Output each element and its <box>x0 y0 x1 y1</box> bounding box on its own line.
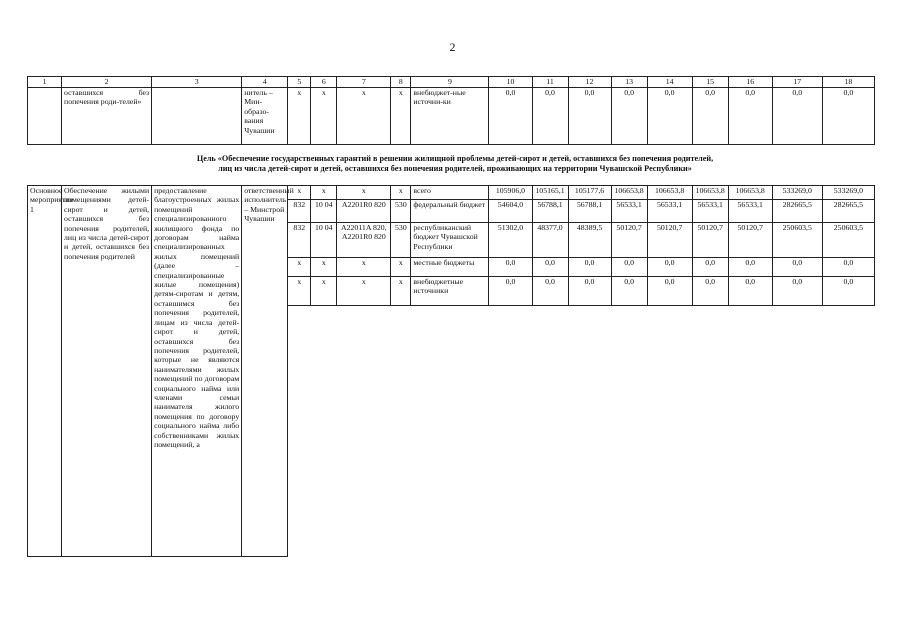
column-number: 2 <box>62 77 152 88</box>
cell-value: 533269,0 <box>822 186 874 200</box>
cell-value: 282665,5 <box>822 200 874 223</box>
cell-csr: x <box>337 277 391 306</box>
cell-value: 0,0 <box>772 88 822 145</box>
cell-source: федеральный бюджет <box>411 200 489 223</box>
column-number: 5 <box>288 77 311 88</box>
column-number: 11 <box>532 77 568 88</box>
cell-value: 0,0 <box>692 277 728 306</box>
goal-line-2: лиц из числа детей-сирот и детей, оставшихся без попечения родителей, проживающих на территории Чувашской Республики» <box>218 164 692 173</box>
cell-rzpr: x <box>311 88 337 145</box>
cell-value: 0,0 <box>489 258 532 277</box>
cell-source: внебюджетные источники <box>411 277 489 306</box>
cell-empty <box>822 306 874 557</box>
cell-empty <box>568 306 611 557</box>
cell-value: 51302,0 <box>489 223 532 258</box>
cell-value: 106653,8 <box>728 186 772 200</box>
cell-vr: 530 <box>391 223 411 258</box>
cell-value: 0,0 <box>611 277 647 306</box>
cell-source: внебюджет-ные источни-ки <box>411 88 489 145</box>
cell-activity-desc: предоставление благоустроенных жилых помещений специализированного жилищного фонда по договорам найма специализированных жилых помещений (далее – специализированные жилые помещения) детям-сиротам и детям, оставшимся без попечения родителей, лицам из числа детей-сирот и детей, оставшихся без попечения родителей, которые не являются нанимателями жилых помещений по договорам социального найма или членами семьи нанимателя жилого помещения по договору социального найма либо собственниками жилых помещений, а <box>152 186 242 557</box>
cell-empty <box>288 306 311 557</box>
cell-empty <box>772 306 822 557</box>
cell-value: 54604,0 <box>489 200 532 223</box>
column-number: 16 <box>728 77 772 88</box>
cell-value: 0,0 <box>728 277 772 306</box>
cell-value: 50120,7 <box>728 223 772 258</box>
cell-value: 0,0 <box>647 88 692 145</box>
cell-grbs: 832 <box>288 200 311 223</box>
cell-value: 0,0 <box>692 88 728 145</box>
cell-rzpr: x <box>311 258 337 277</box>
column-number: 12 <box>568 77 611 88</box>
cell-value: 0,0 <box>822 277 874 306</box>
page-number: 2 <box>449 40 456 54</box>
cell-vr: x <box>391 186 411 200</box>
cell-value: 0,0 <box>532 258 568 277</box>
cell-empty <box>489 306 532 557</box>
goal-heading <box>60 154 850 174</box>
cell-value: 0,0 <box>568 88 611 145</box>
cell-value: 50120,7 <box>692 223 728 258</box>
column-number: 18 <box>822 77 874 88</box>
cell-csr: A22011A 820, A2201R0 820 <box>337 223 391 258</box>
cell-rzpr: 10 04 <box>311 200 337 223</box>
cell-value: 250603,5 <box>772 223 822 258</box>
column-number: 1 <box>28 77 62 88</box>
cell-value: 0,0 <box>568 277 611 306</box>
cell-value: 0,0 <box>611 88 647 145</box>
cell-empty <box>311 306 337 557</box>
cell-value: 0,0 <box>728 258 772 277</box>
cell-csr: x <box>337 258 391 277</box>
cell-value: 56788,1 <box>568 200 611 223</box>
cell-value: 56533,1 <box>728 200 772 223</box>
column-number: 15 <box>692 77 728 88</box>
cell-value: 56533,1 <box>692 200 728 223</box>
cell-value: 0,0 <box>647 258 692 277</box>
cell-empty <box>532 306 568 557</box>
cell-value: 0,0 <box>532 88 568 145</box>
column-number: 9 <box>411 77 489 88</box>
cell-source: республиканский бюджет Чувашской Республики <box>411 223 489 258</box>
cell-value: 56533,1 <box>647 200 692 223</box>
cell-rzpr: 10 04 <box>311 223 337 258</box>
cell-grbs: x <box>288 88 311 145</box>
cell-empty <box>611 306 647 557</box>
cell-value: 48377,0 <box>532 223 568 258</box>
cell-csr: x <box>337 88 391 145</box>
cell-value: 282665,5 <box>772 200 822 223</box>
cell-value: 0,0 <box>611 258 647 277</box>
cell-empty <box>411 306 489 557</box>
table-continuation <box>27 76 875 145</box>
cell-value: 106653,8 <box>692 186 728 200</box>
cell-value: 105177,6 <box>568 186 611 200</box>
goal-line-1: Цель «Обеспечение государственных гарантий в решении жилищной проблемы детей-сирот и детей, оставшихся без попечения родителей, <box>196 154 714 163</box>
cell-vr: 530 <box>391 200 411 223</box>
cell-vr: x <box>391 258 411 277</box>
cell-value: 106653,8 <box>647 186 692 200</box>
column-number: 13 <box>611 77 647 88</box>
cell-activity-num: Основное мероприятие 1 <box>28 186 62 557</box>
cell-csr: A2201R0 820 <box>337 200 391 223</box>
cell-value: 0,0 <box>822 258 874 277</box>
cell-rzpr: x <box>311 277 337 306</box>
column-number: 6 <box>311 77 337 88</box>
cell-value: 105165,1 <box>532 186 568 200</box>
column-number: 10 <box>489 77 532 88</box>
cell-value: 56788,1 <box>532 200 568 223</box>
cell-source: всего <box>411 186 489 200</box>
cell-value: 0,0 <box>772 258 822 277</box>
column-number: 3 <box>152 77 242 88</box>
cell-value: 250603,5 <box>822 223 874 258</box>
cell-empty <box>728 306 772 557</box>
cell-value: 0,0 <box>568 258 611 277</box>
column-number-row <box>28 77 875 88</box>
cell-grbs: x <box>288 186 311 200</box>
cell-grbs: x <box>288 258 311 277</box>
cell-vr: x <box>391 88 411 145</box>
cell-grbs: 832 <box>288 223 311 258</box>
column-number: 4 <box>242 77 288 88</box>
cell-executor: нитель – Мин-образо-вания Чувашии <box>242 88 288 145</box>
cell <box>152 88 242 145</box>
cell-empty <box>647 306 692 557</box>
cell-value: 0,0 <box>489 88 532 145</box>
cell-value: 0,0 <box>489 277 532 306</box>
cell-grbs: x <box>288 277 311 306</box>
cell-value: 106653,8 <box>611 186 647 200</box>
column-number: 17 <box>772 77 822 88</box>
cell-value: 0,0 <box>692 258 728 277</box>
cell-value: 50120,7 <box>611 223 647 258</box>
cell-csr: x <box>337 186 391 200</box>
table-main-activity <box>27 185 875 557</box>
cell-source: местные бюджеты <box>411 258 489 277</box>
cell-value: 50120,7 <box>647 223 692 258</box>
cell-value: 0,0 <box>532 277 568 306</box>
cell-value: 0,0 <box>728 88 772 145</box>
column-number: 14 <box>647 77 692 88</box>
column-number: 7 <box>337 77 391 88</box>
column-number: 8 <box>391 77 411 88</box>
cell-value: 105906,0 <box>489 186 532 200</box>
cell <box>28 88 62 145</box>
table-row <box>28 186 875 200</box>
cell-value: 56533,1 <box>611 200 647 223</box>
cell-activity-name: Обеспечение жилыми помещениями детей-сирот и детей, оставшихся без попечения родителей, лиц из числа детей-сирот и детей, оставшихся без попечения родителей <box>62 186 152 557</box>
cell-value: 533269,0 <box>772 186 822 200</box>
table-row <box>28 88 875 145</box>
cell-value: 0,0 <box>822 88 874 145</box>
cell-empty <box>337 306 391 557</box>
cell-name: оставшихся без попечения роди-телей» <box>62 88 152 145</box>
cell-rzpr: x <box>311 186 337 200</box>
cell-value: 0,0 <box>647 277 692 306</box>
cell-vr: x <box>391 277 411 306</box>
cell-empty <box>391 306 411 557</box>
cell-executor: ответственный исполнитель – Минстрой Чувашии <box>242 186 288 557</box>
cell-value: 0,0 <box>772 277 822 306</box>
cell-empty <box>692 306 728 557</box>
cell-value: 48389,5 <box>568 223 611 258</box>
